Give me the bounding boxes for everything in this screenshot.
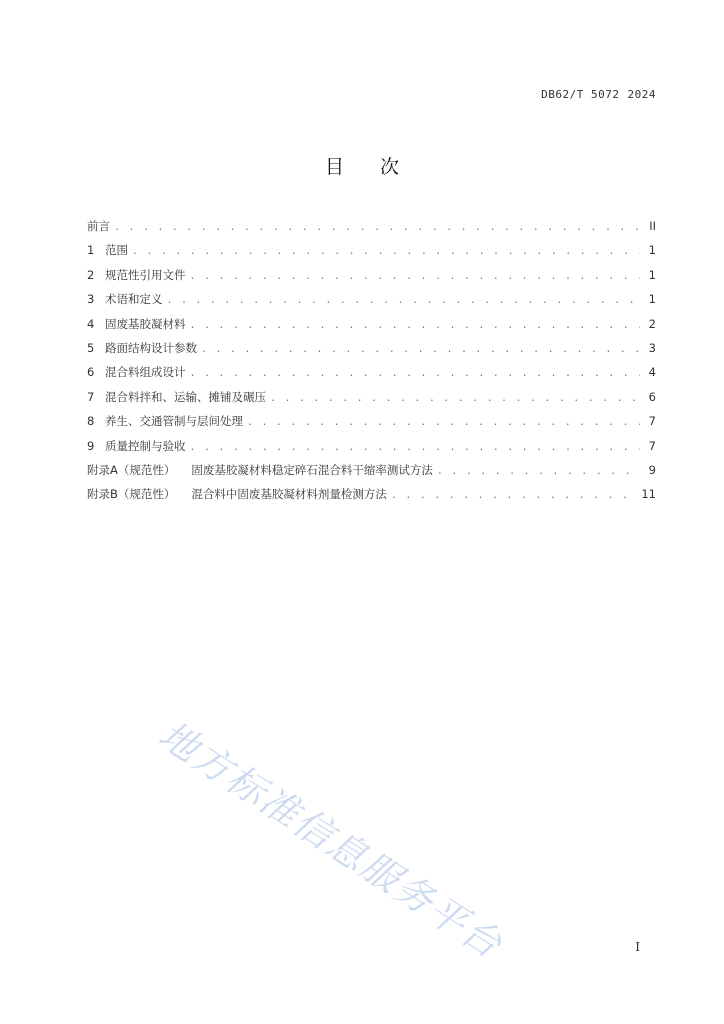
toc-dot-leader [114,222,640,233]
toc-entry-page: 1 [648,267,656,282]
toc-entry-label: 质量控制与验收 [105,438,186,453]
standard-number: DB62/T 5072 [541,88,620,101]
toc-entry-page: 7 [648,414,656,429]
toc-entry[interactable] [87,340,656,364]
annex-tag: 附录B（规范性） [87,487,176,502]
toc-entry-number: 1 [87,243,95,258]
toc-entry-label: 术语和定义 [105,292,163,307]
toc-entry-page: 11 [641,487,656,502]
toc-entry-page: 1 [648,243,656,258]
toc-entry-page: 6 [648,389,656,404]
toc-entry[interactable] [87,364,656,388]
toc-entry-label: 养生、交通管制与层间处理 [105,414,243,429]
toc-entry-page: 1 [648,292,656,307]
toc-entry-label: 固废基胶凝材料 [105,316,186,331]
toc-dot-leader [190,320,641,331]
toc-entry-page: 4 [648,365,656,380]
toc-entry[interactable] [87,242,656,266]
toc-entry-label: 固废基胶凝材料稳定碎石混合料干缩率测试方法 [191,462,433,477]
toc-entry-foreword[interactable] [87,218,656,242]
toc-dot-leader [437,466,640,477]
toc-entry-label: 混合料组成设计 [105,365,186,380]
toc-entry-label: 范围 [105,243,128,258]
toc-entry[interactable] [87,389,656,413]
toc-entry-label: 混合料中固废基胶凝材料剂量检测方法 [191,487,387,502]
toc-dot-leader [132,246,640,257]
toc-entry-page: II [649,219,656,233]
toc-dot-leader [391,490,637,501]
toc-entry-annex-a[interactable] [87,462,656,486]
watermark: 地方标准信息服务平台 [151,712,511,968]
toc-entry-page: 2 [648,316,656,331]
toc-dot-leader [167,295,641,306]
toc-entry[interactable] [87,438,656,462]
toc-dot-leader [190,368,641,379]
toc-entry-number: 9 [87,438,95,453]
toc-entry[interactable] [87,267,656,291]
toc-entry-number: 5 [87,340,95,355]
page-title: 目次 [324,156,435,178]
toc-dot-leader [190,271,641,282]
toc-entry-number: 3 [87,292,95,307]
document-code [541,88,656,101]
toc-entry-number: 7 [87,389,95,404]
toc-entry[interactable] [87,316,656,340]
toc-entry-label: 规范性引用文件 [105,267,186,282]
toc-dot-leader [201,344,640,355]
standard-year: 2024 [627,88,656,101]
toc-entry-label: 前言 [87,219,110,233]
toc-entry[interactable] [87,291,656,315]
toc-entry-annex-b[interactable] [87,486,656,510]
toc-entry[interactable] [87,413,656,437]
toc-entry-page: 9 [648,462,656,477]
page-number: I [635,940,640,954]
toc-entry-label: 混合料拌和、运输、摊铺及碾压 [105,389,266,404]
toc-entry-number: 6 [87,365,95,380]
table-of-contents [87,218,656,511]
toc-dot-leader [190,442,641,453]
toc-entry-number: 4 [87,316,95,331]
toc-entry-label: 路面结构设计参数 [105,340,197,355]
toc-entry-number: 2 [87,267,95,282]
toc-entry-page: 7 [648,438,656,453]
toc-dot-leader [247,417,640,428]
toc-entry-page: 3 [648,340,656,355]
toc-dot-leader [270,393,640,404]
annex-tag: 附录A（规范性） [87,462,176,477]
toc-entry-number: 8 [87,414,95,429]
